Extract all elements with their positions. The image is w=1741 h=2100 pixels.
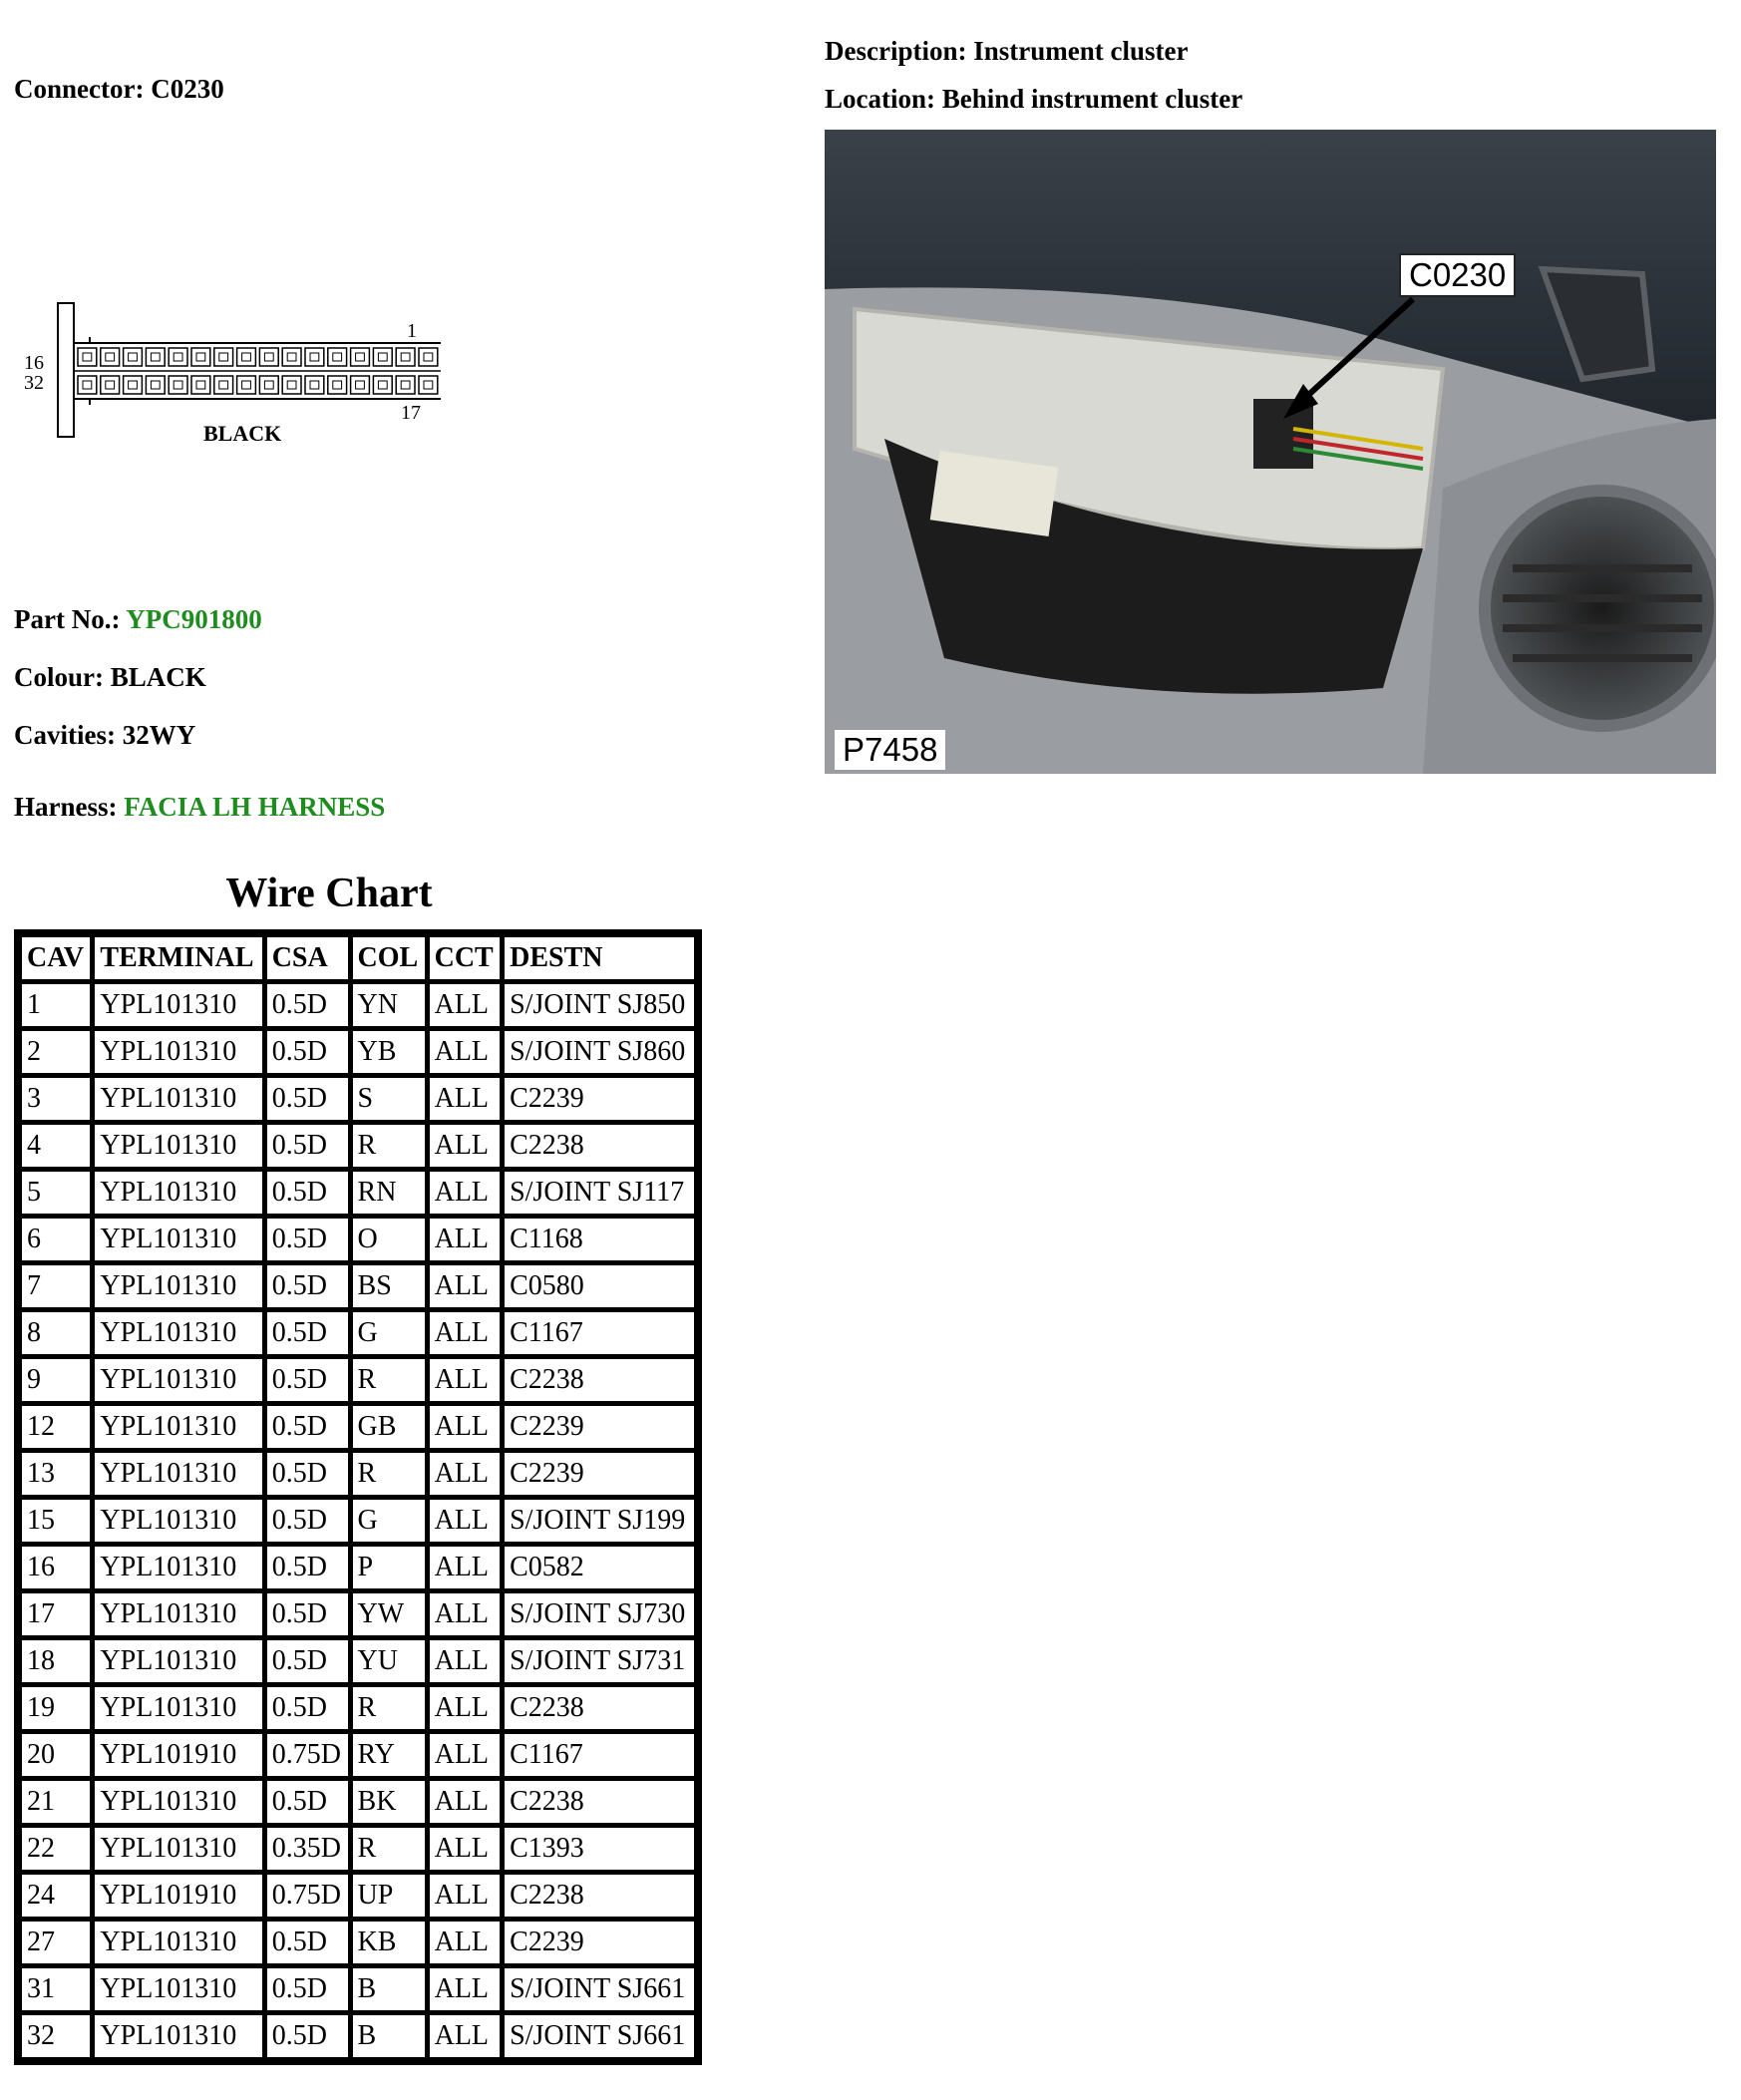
table-cell-col: R: [353, 1125, 425, 1167]
table-cell-col: R: [353, 1687, 425, 1729]
table-cell-csa: 0.5D: [267, 1547, 348, 1588]
table-cell-cct: ALL: [430, 1031, 501, 1073]
connector-cavity: [237, 348, 256, 366]
table-cell-destn: C2239: [505, 1406, 694, 1448]
connector-callout: C0230: [1399, 253, 1516, 297]
column-header: CAV: [22, 937, 90, 979]
table-cell-terminal: YPL101310: [95, 1125, 261, 1167]
table-cell-col: R: [353, 1828, 425, 1870]
table-cell-cav: 2: [22, 1031, 90, 1073]
column-header: CCT: [430, 937, 501, 979]
table-cell-col: R: [353, 1453, 425, 1495]
wire-chart-title: Wire Chart: [225, 871, 433, 916]
part-no-value: YPC901800: [126, 604, 262, 634]
wire-chart-header-row: [22, 937, 694, 979]
connector-cavity: [259, 376, 278, 394]
table-cell-col: KB: [353, 1922, 425, 1963]
table-cell-col: YN: [353, 984, 425, 1026]
table-cell-cav: 7: [22, 1265, 90, 1307]
pin-number-32: 32: [24, 372, 44, 394]
table-cell-terminal: YPL101310: [95, 2015, 261, 2057]
table-cell-cav: 17: [22, 1593, 90, 1635]
connector-cavity: [328, 376, 347, 394]
table-row: [22, 1875, 694, 1917]
connector-cavity: [191, 376, 210, 394]
table-cell-cct: ALL: [430, 1734, 501, 1776]
table-cell-cct: ALL: [430, 1406, 501, 1448]
table-cell-terminal: YPL101310: [95, 1922, 261, 1963]
column-header: CSA: [267, 937, 348, 979]
cavities-label: Cavities: 32WY: [14, 720, 196, 750]
table-cell-terminal: YPL101310: [95, 1078, 261, 1120]
connector-cavity: [124, 376, 143, 394]
table-cell-cct: ALL: [430, 1500, 501, 1542]
table-cell-destn: C2238: [505, 1781, 694, 1823]
table-cell-csa: 0.5D: [267, 1312, 348, 1354]
table-cell-destn: C1168: [505, 1219, 694, 1260]
table-cell-cav: 16: [22, 1547, 90, 1588]
table-cell-cav: 12: [22, 1406, 90, 1448]
table-cell-cct: ALL: [430, 984, 501, 1026]
connector-cavity: [351, 376, 370, 394]
table-row: [22, 1922, 694, 1963]
table-row: [22, 1172, 694, 1214]
table-cell-cav: 15: [22, 1500, 90, 1542]
table-cell-terminal: YPL101310: [95, 1781, 261, 1823]
table-cell-csa: 0.5D: [267, 1125, 348, 1167]
table-cell-csa: 0.5D: [267, 2015, 348, 2057]
table-row: [22, 1453, 694, 1495]
connector-face-diagram: [22, 297, 441, 447]
table-row: [22, 1125, 694, 1167]
table-cell-cct: ALL: [430, 1547, 501, 1588]
pin-number-17: 17: [401, 402, 421, 424]
table-cell-terminal: YPL101310: [95, 1687, 261, 1729]
table-cell-cav: 19: [22, 1687, 90, 1729]
table-cell-destn: C2238: [505, 1875, 694, 1917]
table-cell-csa: 0.5D: [267, 1640, 348, 1682]
table-cell-cav: 27: [22, 1922, 90, 1963]
table-cell-destn: C2238: [505, 1687, 694, 1729]
table-cell-terminal: YPL101310: [95, 1406, 261, 1448]
table-cell-destn: S/JOINT SJ661: [505, 1968, 694, 2010]
table-cell-csa: 0.5D: [267, 1922, 348, 1963]
table-cell-cct: ALL: [430, 1078, 501, 1120]
connector-cavity: [396, 348, 415, 366]
table-cell-cav: 4: [22, 1125, 90, 1167]
table-cell-cct: ALL: [430, 1219, 501, 1260]
connector-cavity: [101, 376, 120, 394]
table-cell-terminal: YPL101310: [95, 1219, 261, 1260]
table-row: [22, 1219, 694, 1260]
pin-number-16: 16: [24, 352, 44, 374]
table-row: [22, 1781, 694, 1823]
table-row: [22, 1500, 694, 1542]
harness-value: FACIA LH HARNESS: [124, 792, 386, 822]
table-cell-cav: 13: [22, 1453, 90, 1495]
table-cell-terminal: YPL101310: [95, 1593, 261, 1635]
connector-label: Connector: C0230: [14, 74, 224, 104]
table-cell-csa: 0.5D: [267, 984, 348, 1026]
table-cell-cav: 5: [22, 1172, 90, 1214]
table-cell-col: G: [353, 1500, 425, 1542]
table-cell-terminal: YPL101310: [95, 1312, 261, 1354]
table-cell-terminal: YPL101910: [95, 1875, 261, 1917]
table-cell-cav: 6: [22, 1219, 90, 1260]
table-cell-cct: ALL: [430, 1593, 501, 1635]
table-cell-col: YU: [353, 1640, 425, 1682]
table-cell-cav: 18: [22, 1640, 90, 1682]
table-cell-terminal: YPL101310: [95, 1500, 261, 1542]
table-cell-csa: 0.5D: [267, 1265, 348, 1307]
table-row: [22, 1968, 694, 2010]
table-cell-terminal: YPL101310: [95, 1359, 261, 1401]
table-cell-col: O: [353, 1219, 425, 1260]
pin-number-1: 1: [407, 320, 417, 342]
table-cell-csa: 0.35D: [267, 1828, 348, 1870]
table-cell-terminal: YPL101310: [95, 1453, 261, 1495]
table-cell-destn: S/JOINT SJ117: [505, 1172, 694, 1214]
connector-cavity: [282, 376, 301, 394]
table-cell-cav: 21: [22, 1781, 90, 1823]
table-cell-cct: ALL: [430, 1359, 501, 1401]
table-cell-cct: ALL: [430, 1828, 501, 1870]
table-cell-cct: ALL: [430, 1922, 501, 1963]
table-cell-terminal: YPL101310: [95, 1031, 261, 1073]
table-cell-col: BS: [353, 1265, 425, 1307]
table-cell-destn: C2239: [505, 1453, 694, 1495]
cavities-value: 32WY: [122, 720, 196, 750]
table-cell-cct: ALL: [430, 1453, 501, 1495]
colour-label: Colour: BLACK: [14, 662, 206, 692]
table-cell-terminal: YPL101910: [95, 1734, 261, 1776]
table-row: [22, 1593, 694, 1635]
table-row: [22, 1078, 694, 1120]
table-cell-cav: 20: [22, 1734, 90, 1776]
connector-cavity: [146, 348, 165, 366]
connector-cavity: [396, 376, 415, 394]
connector-cavity: [328, 348, 347, 366]
connector-cavity: [419, 376, 438, 394]
colour-value: BLACK: [110, 662, 206, 692]
table-cell-cav: 1: [22, 984, 90, 1026]
table-cell-destn: C2239: [505, 1922, 694, 1963]
table-cell-destn: S/JOINT SJ661: [505, 2015, 694, 2057]
connector-cavity: [78, 376, 97, 394]
table-cell-cct: ALL: [430, 1312, 501, 1354]
table-cell-csa: 0.5D: [267, 1031, 348, 1073]
table-cell-destn: C2239: [505, 1078, 694, 1120]
table-row: [22, 1031, 694, 1073]
table-cell-destn: C1393: [505, 1828, 694, 1870]
table-cell-destn: S/JOINT SJ730: [505, 1593, 694, 1635]
table-cell-cct: ALL: [430, 1640, 501, 1682]
location-photo: [825, 130, 1716, 774]
table-row: [22, 1687, 694, 1729]
column-header: COL: [353, 937, 425, 979]
photo-reference-code: P7458: [835, 730, 945, 770]
table-row: [22, 1312, 694, 1354]
table-cell-csa: 0.5D: [267, 1219, 348, 1260]
table-row: [22, 1406, 694, 1448]
description-value: Instrument cluster: [973, 36, 1189, 66]
table-cell-cav: 3: [22, 1078, 90, 1120]
table-cell-cct: ALL: [430, 1875, 501, 1917]
connector-cavity: [101, 348, 120, 366]
table-cell-csa: 0.5D: [267, 1406, 348, 1448]
connector-cavity: [169, 348, 187, 366]
connector-cavity: [351, 348, 370, 366]
table-cell-csa: 0.5D: [267, 1593, 348, 1635]
wire-chart-table: [14, 929, 702, 2065]
connector-cavity: [282, 348, 301, 366]
table-cell-csa: 0.5D: [267, 1078, 348, 1120]
connector-cavity: [214, 348, 233, 366]
table-row: [22, 1828, 694, 1870]
table-cell-cct: ALL: [430, 1125, 501, 1167]
table-cell-col: R: [353, 1359, 425, 1401]
table-cell-destn: C0580: [505, 1265, 694, 1307]
table-cell-cct: ALL: [430, 1172, 501, 1214]
table-cell-destn: C0582: [505, 1547, 694, 1588]
table-cell-terminal: YPL101310: [95, 1172, 261, 1214]
connector-cavity: [169, 376, 187, 394]
connector-cavity: [305, 376, 324, 394]
table-cell-csa: 0.5D: [267, 1500, 348, 1542]
column-header: TERMINAL: [95, 937, 261, 979]
table-cell-terminal: YPL101310: [95, 1828, 261, 1870]
connector-colour-label: BLACK: [203, 421, 282, 446]
connector-cavity: [259, 348, 278, 366]
table-cell-terminal: YPL101310: [95, 984, 261, 1026]
table-row: [22, 1734, 694, 1776]
column-header: DESTN: [505, 937, 694, 979]
table-cell-cct: ALL: [430, 2015, 501, 2057]
connector-value: C0230: [151, 74, 224, 104]
table-cell-terminal: YPL101310: [95, 1265, 261, 1307]
table-cell-col: S: [353, 1078, 425, 1120]
table-cell-destn: S/JOINT SJ731: [505, 1640, 694, 1682]
table-cell-col: GB: [353, 1406, 425, 1448]
table-cell-csa: 0.5D: [267, 1781, 348, 1823]
table-cell-col: B: [353, 2015, 425, 2057]
connector-cavity: [305, 348, 324, 366]
connector-cavity: [214, 376, 233, 394]
table-cell-csa: 0.75D: [267, 1875, 348, 1917]
connector-cavity: [191, 348, 210, 366]
connector-cavity: [373, 348, 392, 366]
connector-cavity: [373, 376, 392, 394]
table-cell-col: BK: [353, 1781, 425, 1823]
part-no-label: Part No.: YPC901800: [14, 604, 262, 634]
table-cell-cav: 9: [22, 1359, 90, 1401]
table-cell-cav: 22: [22, 1828, 90, 1870]
table-cell-cav: 32: [22, 2015, 90, 2057]
table-cell-cav: 31: [22, 1968, 90, 2010]
table-cell-col: B: [353, 1968, 425, 2010]
connector-cavity: [237, 376, 256, 394]
table-cell-cct: ALL: [430, 1265, 501, 1307]
table-cell-cct: ALL: [430, 1968, 501, 2010]
table-cell-csa: 0.75D: [267, 1734, 348, 1776]
table-cell-col: YB: [353, 1031, 425, 1073]
connector-cavity: [146, 376, 165, 394]
table-cell-terminal: YPL101310: [95, 1640, 261, 1682]
table-row: [22, 2015, 694, 2057]
table-cell-col: YW: [353, 1593, 425, 1635]
table-cell-col: P: [353, 1547, 425, 1588]
table-row: [22, 984, 694, 1026]
connector-cavity: [419, 348, 438, 366]
table-cell-csa: 0.5D: [267, 1172, 348, 1214]
table-cell-csa: 0.5D: [267, 1968, 348, 2010]
table-cell-cav: 8: [22, 1312, 90, 1354]
harness-label: Harness: FACIA LH HARNESS: [14, 792, 386, 822]
location-value: Behind instrument cluster: [941, 84, 1243, 114]
table-cell-cct: ALL: [430, 1781, 501, 1823]
table-cell-destn: C2238: [505, 1359, 694, 1401]
table-cell-col: G: [353, 1312, 425, 1354]
table-cell-destn: C2238: [505, 1125, 694, 1167]
table-cell-cct: ALL: [430, 1687, 501, 1729]
location-label: Location: Behind instrument cluster: [825, 84, 1243, 114]
table-row: [22, 1265, 694, 1307]
table-cell-csa: 0.5D: [267, 1359, 348, 1401]
table-cell-destn: C1167: [505, 1734, 694, 1776]
table-cell-cav: 24: [22, 1875, 90, 1917]
table-cell-terminal: YPL101310: [95, 1968, 261, 2010]
table-cell-col: UP: [353, 1875, 425, 1917]
table-cell-destn: S/JOINT SJ199: [505, 1500, 694, 1542]
connector-cavity: [78, 348, 97, 366]
table-row: [22, 1359, 694, 1401]
table-cell-terminal: YPL101310: [95, 1547, 261, 1588]
table-row: [22, 1547, 694, 1588]
table-cell-destn: S/JOINT SJ860: [505, 1031, 694, 1073]
table-cell-col: RY: [353, 1734, 425, 1776]
table-cell-destn: C1167: [505, 1312, 694, 1354]
table-cell-col: RN: [353, 1172, 425, 1214]
table-cell-csa: 0.5D: [267, 1453, 348, 1495]
table-cell-destn: S/JOINT SJ850: [505, 984, 694, 1026]
table-row: [22, 1640, 694, 1682]
connector-cavity: [124, 348, 143, 366]
description-label: Description: Instrument cluster: [825, 36, 1189, 66]
table-cell-csa: 0.5D: [267, 1687, 348, 1729]
